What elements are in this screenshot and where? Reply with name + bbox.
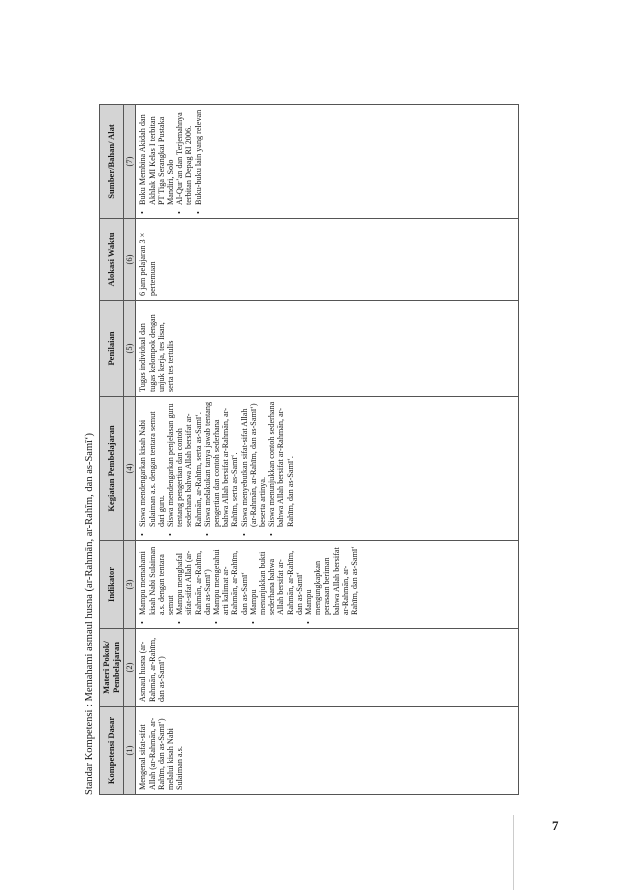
penilaian-text: Tugas individual dan tugas kelompok dengan unjuk kerja, tes lisan, serta tes tertulis: [138, 314, 175, 392]
indikator-list: [138, 545, 359, 624]
list-item: • Siswa menyebutkan sifat-sifat Allah (ar-Rahmān, ar-Rahīm, dan as-Samī‘) beserta artinya.: [240, 401, 268, 536]
penilaian-cell: [136, 301, 519, 397]
header-indikator: Indikator: [100, 541, 124, 629]
header-row: [100, 105, 124, 795]
list-item: • Mampu mengetahui arti kalimat ar-Rahmān, ar-Rahīm, dan as-Samī‘: [212, 545, 249, 624]
header-kompetensi-dasar: Kompetensi Dasar: [100, 707, 124, 795]
materi-pokok-cell: [136, 629, 519, 707]
col-number: (2): [124, 629, 136, 707]
kegiatan-list: [138, 401, 294, 536]
standar-kompetensi-title: Standar Kompetensi : Memahami asmaul husna (ar-Rahmān, ar-Rahīm, dan as-Samī‘): [84, 432, 95, 795]
kompetensi-dasar-cell: [136, 707, 519, 795]
header-alokasi-waktu: Alokasi Waktu: [100, 219, 124, 301]
alokasi-waktu-text: 6 jam pelajaran 3 × pertemuan: [138, 232, 157, 296]
kompetensi-dasar-text: Mengenal sifat-sifat Allah (ar-Rahmān, ar-Rahīm, dan as-Samī‘) melalui kisah Nabi Sulaiman a.s.: [138, 717, 185, 790]
header-materi-pokok: Materi Pokok/ Pembelajaran: [100, 629, 124, 707]
header-kegiatan: Kegiatan Pembelajaran: [100, 397, 124, 541]
col-number: (7): [124, 105, 136, 219]
col-number: (1): [124, 707, 136, 795]
rpp-table: [99, 104, 519, 795]
rotated-page: [83, 105, 523, 795]
sumber-cell: [136, 105, 519, 219]
kegiatan-cell: [136, 397, 519, 541]
col-number: (3): [124, 541, 136, 629]
list-item: • Mampu memahami kisah Nabi Sulaiman a.s. dengan tentara semut: [138, 545, 175, 624]
footer-divider: [513, 815, 514, 890]
list-item: • Buku Membina Akidah dan Akhlak MI Kelas I terbitan PT Tiga Serangkai Pustaka Mandiri, Solo: [138, 109, 175, 214]
list-item: • Siswa mendengarkan kisah Nabi Sulaiman a.s. dengan tentara semut dari guru.: [138, 401, 166, 536]
materi-pokok-text: Asmaul husna (ar-Rahmān, ar-Rahīm, dan as-Samī‘): [138, 637, 166, 702]
header-sumber: Sumber/Bahan/ Alat: [100, 105, 124, 219]
list-item: • Siswa mendengarkan penjelasan guru tentang pengertian dan contoh sederhana bahwa Allah bersifat ar-Rahmān, ar-Rahīm, serta as-Samī‘.: [166, 401, 203, 536]
table-row: [136, 105, 519, 795]
list-item: • Mampu menghafal sifat-sifat Allah (ar-Rahmān, ar-Rahīm, dan as-Samī‘): [175, 545, 212, 624]
header-penilaian: Penilaian: [100, 301, 124, 397]
column-number-row: [124, 105, 136, 795]
list-item: • Buku-buku lain yang relevan: [194, 109, 203, 214]
list-item: • Siswa menunjukkan contoh sederhana bahwa Allah bersifat ar-Rahmān, ar-Rahīm, dan as-Samī‘.: [267, 401, 295, 536]
list-item: • Siswa melakukan tanya jawab tentang pengertian dan contoh sederhana bahwa Allah bersifat ar-Rahmān, ar-Rahīm, serta as-Samī‘.: [203, 401, 240, 536]
list-item: • Mampu mengungkapkan perasaan beriman bahwa Allah bersifat ar-Rahmān, ar-Rahīm, dan as-Samī‘: [304, 545, 359, 624]
col-number: (6): [124, 219, 136, 301]
col-number: (5): [124, 301, 136, 397]
alokasi-waktu-cell: [136, 219, 519, 301]
sumber-list: [138, 109, 202, 214]
list-item: • Mampu menunjukkan bukti sederhana bahwa Allah bersifat ar-Rahmān, ar-Rahīm, dan as-Samī‘: [249, 545, 304, 624]
list-item: • Al-Qur’an dan Terjemahnya terbitan Depag RI 2006.: [175, 109, 193, 214]
indikator-cell: [136, 541, 519, 629]
col-number: (4): [124, 397, 136, 541]
page-number: 7: [552, 818, 559, 833]
